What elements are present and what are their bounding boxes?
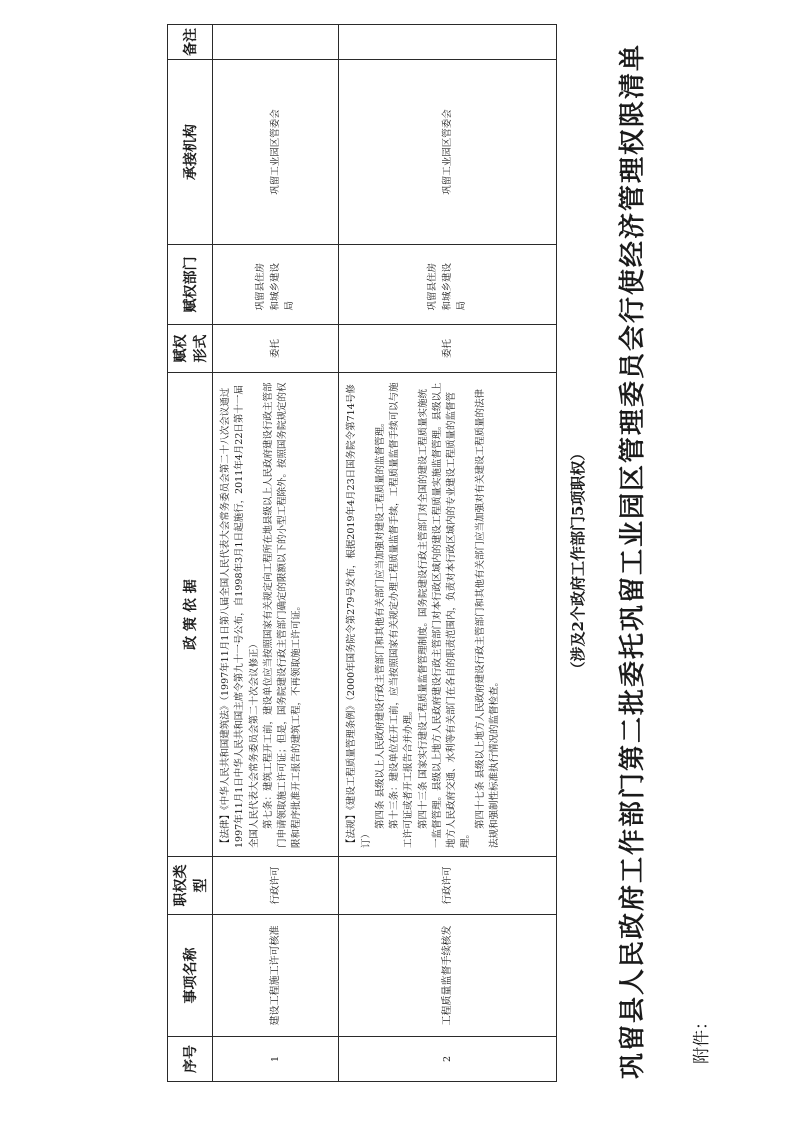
row-item-name: 建设工程施工许可核准 [213, 915, 339, 1037]
row-grant-dept-text: 巩留县住房和城乡建设局 [427, 262, 467, 311]
row-receiving-org: 巩留工业园区管委会 [213, 60, 339, 245]
basis-paragraph: 第四十三条 国家实行建设工程质量监督管理制度。国务院建设行政主管部门对全国的建设工程质量实施统一监督管理。县级以上地方人民政府建设行政主管部门对本行政区域内的建设工程质量实施监督管理。县级以上地方人民政府交通、水利等有关部门在各自的职责范围内，负责对本行政区域内的专业建设工程质量的监督管理。 [417, 382, 472, 848]
row-power-type: 行政许可 [339, 857, 557, 915]
basis-paragraph: 【法律】《中华人民共和国建筑法》（1997年11月1日第八届全国人民代表大会常务委员会第二十八次会议通过1997年11月1日中华人民共和国主席令第九十一号公布，自1998年3月1日起施行，2011年4月22日第十一届全国人民代表大会常务委员会第二十次会议修正） [220, 385, 260, 848]
basis-paragraph: 第七条：建筑工程开工前，建设单位应当按照国家有关规定向工程所在地县级以上人民政府建设行政主管部门申请领取施工许可证；但是，国务院建设行政主管部门确定的限额以下的小型工程除外。按照国务院规定的权限和程序批准开工报告的建筑工程，不再领取施工许可证。 [262, 382, 303, 848]
row-item-name: 工程质量监督手续核发 [339, 915, 557, 1037]
document-title: 巩留县人民政府工作部门第二批委托巩留工业园区管理委员会行使经济管理权限清单 [618, 43, 648, 1080]
header-basis: 政 策 依 据 [168, 373, 213, 857]
header-type: 职权类型 [168, 857, 213, 915]
basis-paragraph: 【法规】《建设工程质量管理条例》（2000年国务院令第279号发布，根据2019年4月23日国务院令第714号修订） [346, 384, 372, 848]
powers-table [167, 24, 557, 1082]
table-header-row [168, 25, 213, 1082]
document-subtitle: （涉及2个政府工作部门5项职权） [569, 445, 587, 677]
header-seq: 序号 [168, 1037, 213, 1082]
basis-paragraph: 第四条 县级以上人民政府建设行政主管部门和其他有关部门应当加强对建设工程质量的监督管理。 [374, 417, 386, 829]
attachment-label: 附件： [692, 1013, 712, 1064]
row-policy-basis [339, 373, 557, 857]
header-name: 事项名称 [168, 915, 213, 1037]
row-seq: 1 [213, 1037, 339, 1082]
row-note [339, 25, 557, 60]
basis-paragraph: 第四十七条 县级以上地方人民政府建设行政主管部门和其他有关部门应当加强对有关建设工程质量的法律法规和强制性标准执行情况的监督检查。 [474, 388, 500, 848]
row-receiving-org: 巩留工业园区管委会 [339, 60, 557, 245]
basis-paragraph: 第十三条：建设单位在开工前，应当按照国家有关规定办理工程质量监督手续，工程质量监督手续可以与施工许可证或者开工报告合并办理。 [389, 382, 415, 848]
header-org: 承接机构 [168, 60, 213, 245]
table-row [213, 25, 339, 1082]
row-grant-dept [339, 245, 557, 325]
header-note: 备注 [168, 25, 213, 60]
header-form: 赋权形式 [168, 325, 213, 373]
row-grant-dept-text: 巩留县住房和城乡建设局 [255, 262, 295, 311]
row-power-type: 行政许可 [213, 857, 339, 915]
row-grant-dept [213, 245, 339, 325]
row-policy-basis [213, 373, 339, 857]
row-grant-form: 委托 [339, 325, 557, 373]
row-seq: 2 [339, 1037, 557, 1082]
table-row [339, 25, 557, 1082]
row-grant-form: 委托 [213, 325, 339, 373]
header-dept: 赋权部门 [168, 245, 213, 325]
row-note [213, 25, 339, 60]
